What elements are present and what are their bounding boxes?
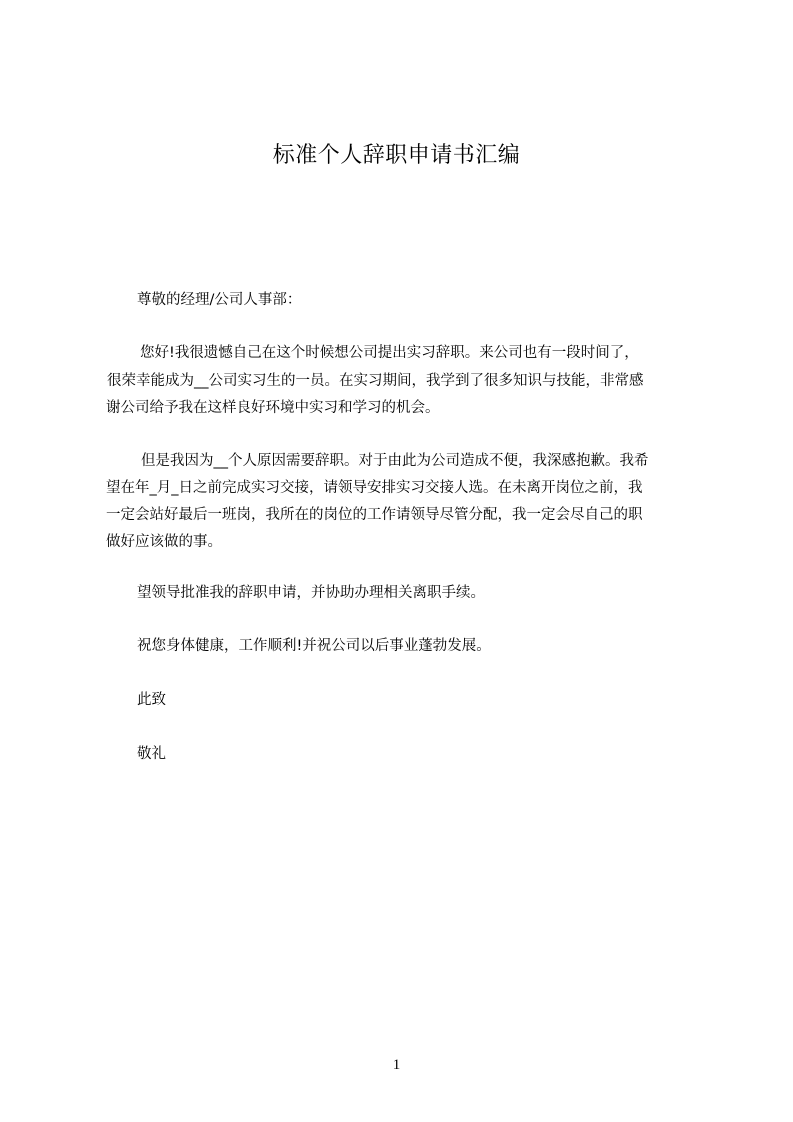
document-title: 标准个人辞职申请书汇编 (272, 143, 521, 168)
paragraph-1-line-2: 很荣幸能成为__公司实习生的一员。在实习期间，我学到了很多知识与技能，非常感 (107, 373, 644, 389)
paragraph-2-line-1: 但是我因为__个人原因需要辞职。对于由此为公司造成不便，我深感抱歉。我希 (141, 453, 649, 469)
paragraph-2-line-3: 一定会站好最后一班岗，我所在的岗位的工作请领导尽管分配，我一定会尽自己的职 (106, 507, 643, 523)
closing-cizhi: 此致 (137, 692, 166, 708)
paragraph-3: 望领导批准我的辞职申请，并协助办理相关离职手续。 (137, 585, 485, 601)
salutation: 尊敬的经理/公司人事部： (137, 292, 302, 308)
paragraph-2-line-4: 做好应该做的事。 (106, 534, 222, 550)
paragraph-2-line-2: 望在年_月_日之前完成实习交接，请领导安排实习交接人选。在未离开岗位之前，我 (106, 480, 643, 496)
paragraph-1-line-1: 您好!我很遗憾自己在这个时候想公司提出实习辞职。来公司也有一段时间了， (140, 345, 639, 361)
page-number: 1 (392, 1057, 401, 1073)
closing-jingli: 敬礼 (137, 746, 166, 762)
paragraph-1-line-3: 谢公司给予我在这样良好环境中实习和学习的机会。 (106, 400, 440, 416)
paragraph-4: 祝您身体健康，工作顺利!并祝公司以后事业蓬勃发展。 (137, 638, 491, 654)
